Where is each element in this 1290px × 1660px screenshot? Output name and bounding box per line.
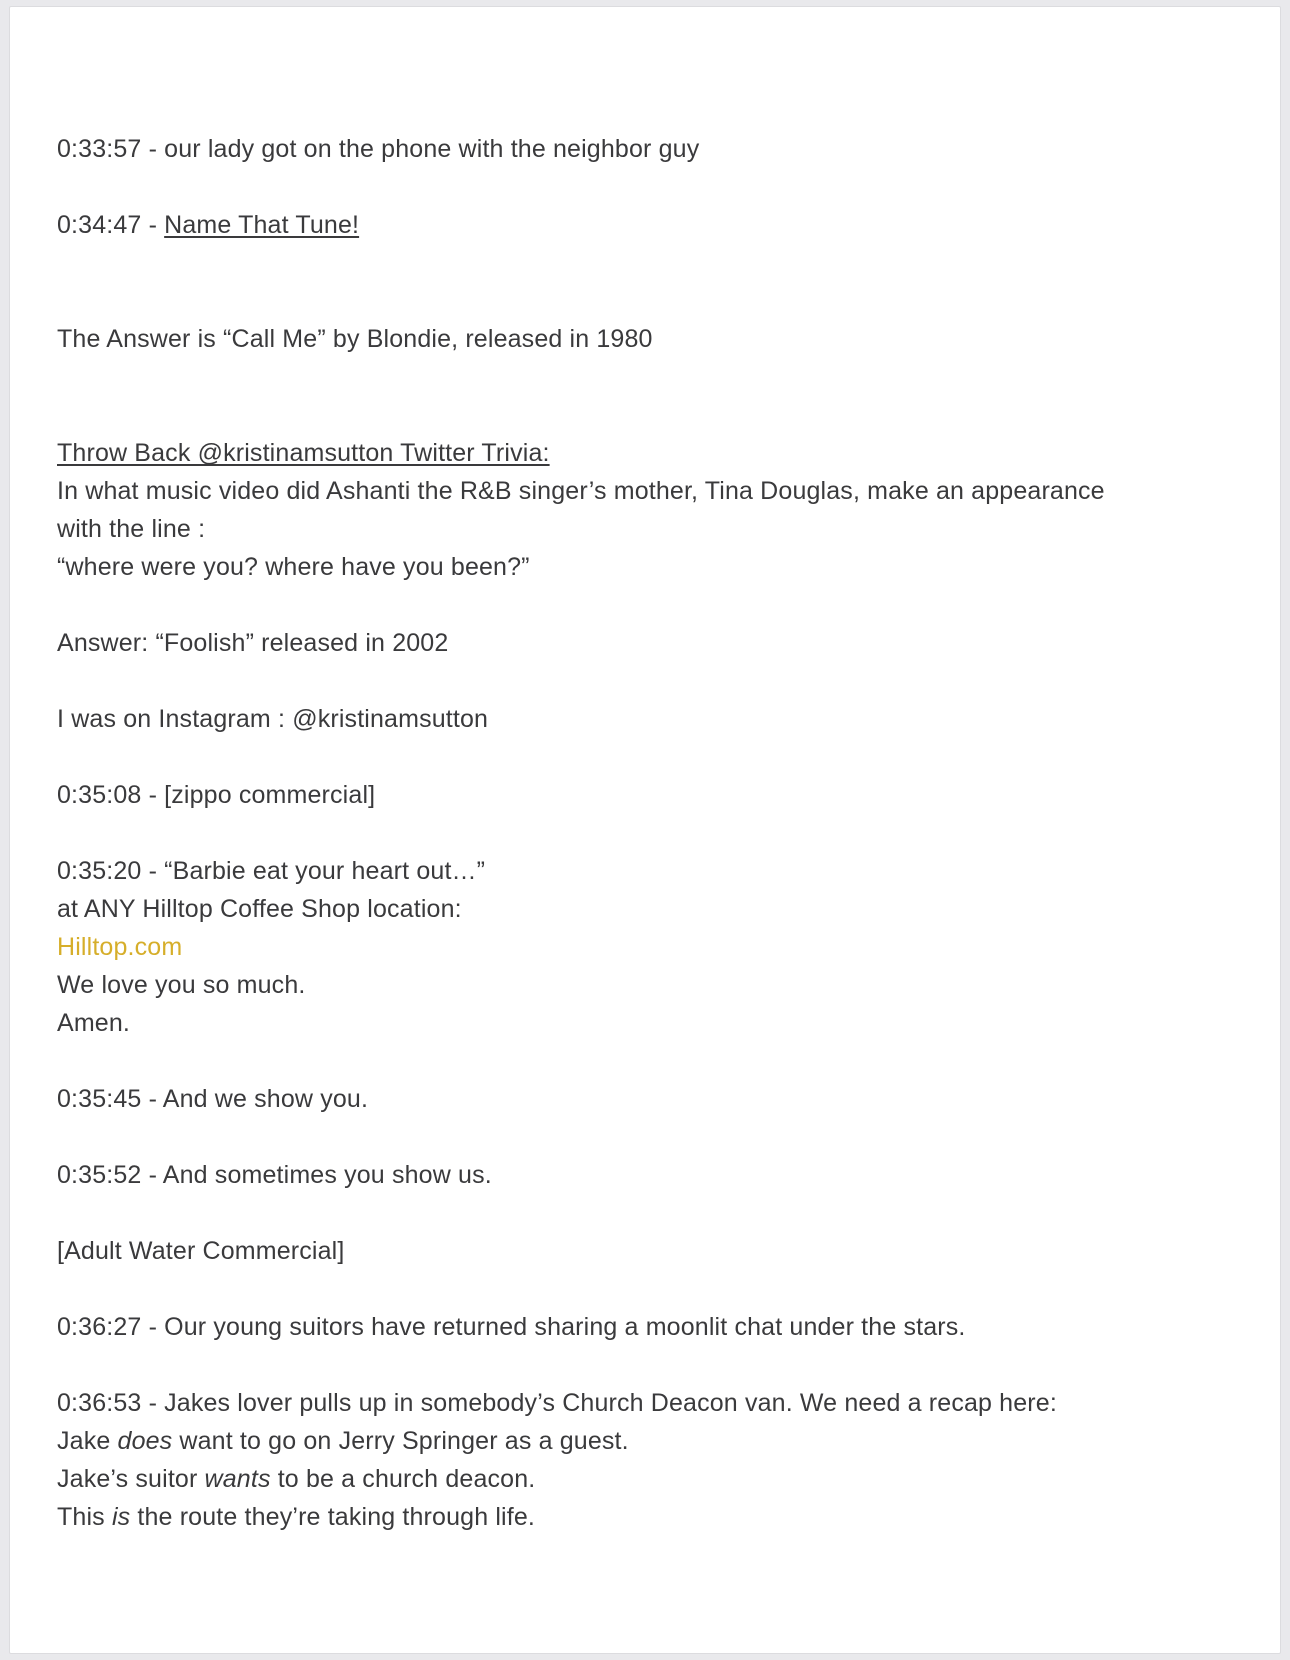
timestamp: 0:34:47 (57, 211, 142, 239)
name-that-tune-link[interactable]: Name That Tune! (164, 211, 360, 239)
hilltop-link[interactable]: Hilltop.com (57, 933, 183, 961)
separator: - (141, 135, 165, 163)
entry-text: And sometimes you show us. (162, 1161, 492, 1189)
document-page (9, 6, 1281, 1654)
timestamp: 0:35:20 (57, 857, 142, 885)
separator: - (141, 1389, 165, 1417)
trivia-quote: “where were you? where have you been?” (57, 553, 530, 581)
trivia-question-line2: with the line : (57, 515, 206, 543)
entry-text: [zippo commercial] (164, 781, 376, 809)
entry-0-35-52 (57, 1156, 1257, 1194)
recap-emphasis: is (111, 1503, 131, 1531)
separator: - (141, 1313, 165, 1341)
entry-0-35-20 (57, 852, 1257, 890)
recap-text: Jake (57, 1427, 118, 1455)
recap-text: Jake’s suitor (57, 1465, 205, 1493)
recap-line-1 (57, 1422, 1257, 1460)
document-body (57, 130, 1257, 1536)
entry-0-36-53 (57, 1384, 1257, 1422)
separator: - (141, 857, 165, 885)
entry-0-35-45 (57, 1080, 1257, 1118)
timestamp: 0:35:45 (57, 1085, 142, 1113)
recap-line-2 (57, 1460, 1257, 1498)
entry-text: “Barbie eat your heart out…” (164, 857, 486, 885)
recap-emphasis: does (117, 1427, 173, 1455)
timestamp: 0:36:27 (57, 1313, 142, 1341)
separator: - (141, 1161, 163, 1189)
entry-text: Our young suitors have returned sharing a moonlit chat under the stars. (164, 1313, 966, 1341)
adult-water-commercial: [Adult Water Commercial] (57, 1237, 345, 1265)
entry-0-33-57 (57, 130, 1257, 168)
recap-text: This (57, 1503, 112, 1531)
entry-text: our lady got on the phone with the neighbor guy (164, 135, 700, 163)
timestamp: 0:36:53 (57, 1389, 142, 1417)
entry-0-34-47 (57, 206, 1257, 244)
entry-text: Jakes lover pulls up in somebody’s Church Deacon van. We need a recap here: (164, 1389, 1057, 1417)
hilltop-location-line: at ANY Hilltop Coffee Shop location: (57, 895, 462, 923)
instagram-note: I was on Instagram : @kristinamsutton (57, 705, 489, 733)
recap-text: the route they’re taking through life. (130, 1503, 535, 1531)
separator: - (141, 1085, 163, 1113)
entry-0-35-08 (57, 776, 1257, 814)
amen-line: Amen. (57, 1009, 131, 1037)
recap-text: to be a church deacon. (270, 1465, 536, 1493)
recap-emphasis: wants (204, 1465, 271, 1493)
entry-text: And we show you. (162, 1085, 369, 1113)
trivia-question-line1: In what music video did Ashanti the R&B singer’s mother, Tina Douglas, make an appearance (57, 477, 1105, 505)
trivia-heading[interactable]: Throw Back @kristinamsutton Twitter Trivia: (57, 439, 550, 467)
entry-0-36-27 (57, 1308, 1257, 1346)
trivia-answer: Answer: “Foolish” released in 2002 (57, 629, 449, 657)
separator: - (141, 781, 165, 809)
recap-text: want to go on Jerry Springer as a guest. (172, 1427, 629, 1455)
recap-line-3 (57, 1498, 1257, 1536)
timestamp: 0:35:08 (57, 781, 142, 809)
love-line: We love you so much. (57, 971, 306, 999)
timestamp: 0:35:52 (57, 1161, 142, 1189)
timestamp: 0:33:57 (57, 135, 142, 163)
separator: - (141, 211, 165, 239)
tune-answer: The Answer is “Call Me” by Blondie, released in 1980 (57, 325, 653, 353)
